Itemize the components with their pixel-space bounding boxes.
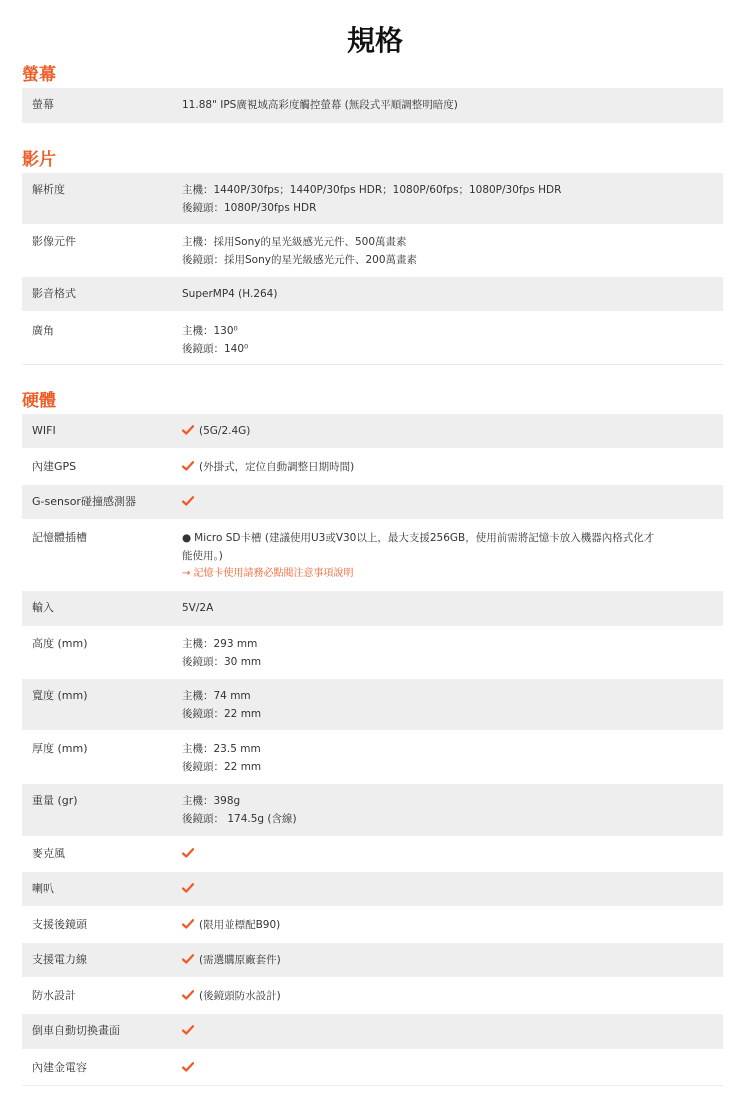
spec-line: 主機：130⁰ (182, 325, 238, 337)
spec-value (182, 635, 723, 678)
spec-line: SuperMP4 (H.264) (182, 288, 278, 300)
spec-line: 主機：23.5 mm (182, 743, 261, 755)
spec-row-width (22, 679, 723, 730)
spec-value (182, 599, 723, 626)
spec-value (182, 1022, 723, 1049)
section-title-video: 影片 (22, 150, 56, 170)
spec-label: 防水設計 (32, 989, 76, 1002)
spec-row-speaker (22, 872, 723, 906)
spec-row-reverse-switch (22, 1014, 723, 1049)
spec-row-video-format (22, 277, 723, 311)
spec-text: (後鏡頭防水設計) (199, 990, 281, 1002)
spec-row-wifi (22, 414, 723, 448)
spec-value (182, 1059, 723, 1085)
page-title: 規格 (346, 24, 403, 57)
spec-line: 後鏡頭：30 mm (182, 656, 262, 668)
spec-label: 寬度 (mm) (32, 689, 88, 702)
spec-line: 主機：293 mm (182, 638, 258, 650)
spec-value (182, 493, 723, 519)
check-icon (182, 425, 194, 435)
spec-line: 11.88" IPS廣視域高彩度觸控螢幕 (無段式平順調整明暗度) (182, 99, 458, 111)
spec-row-rear-camera (22, 907, 723, 942)
spec-row-memory-slot (22, 520, 723, 590)
check-icon (182, 496, 194, 506)
spec-value (182, 422, 723, 448)
spec-value (182, 181, 723, 224)
spec-line: 能使用。) (182, 550, 223, 562)
spec-value (182, 740, 723, 783)
spec-label: 螢幕 (32, 98, 54, 111)
spec-row-power-cable (22, 943, 723, 977)
spec-row-gps (22, 449, 723, 484)
spec-row-input (22, 591, 723, 626)
spec-value (182, 529, 723, 590)
spec-row-height (22, 627, 723, 678)
check-icon (182, 848, 194, 858)
spec-row-waterproof (22, 978, 723, 1013)
spec-row-resolution (22, 173, 723, 224)
spec-row-weight (22, 784, 723, 836)
check-icon (182, 1025, 194, 1035)
spec-text: (需選購原廠套件) (199, 954, 281, 966)
spec-value (182, 880, 723, 906)
spec-line (182, 529, 713, 547)
spec-value (182, 845, 723, 871)
spec-label: 內建金電容 (32, 1061, 87, 1074)
spec-value (182, 322, 723, 364)
spec-line: 主機：採用Sony的星光級感光元件、500萬畫素 (182, 236, 407, 248)
section-title-screen: 螢幕 (22, 65, 56, 85)
spec-row-thickness (22, 731, 723, 783)
spec-label: 倒車自動切換畫面 (32, 1024, 120, 1037)
spec-label: 廣角 (32, 324, 54, 337)
spec-label: 支援電力線 (32, 953, 87, 966)
spec-label: 重量 (gr) (32, 794, 78, 807)
spec-line: 主機：1440P/30fps；1440P/30fps HDR；1080P/60fps；1080P/30fps HDR (182, 184, 562, 196)
check-icon (182, 883, 194, 893)
spec-value (182, 285, 723, 311)
spec-value (182, 96, 723, 123)
spec-value (182, 951, 723, 977)
check-icon (182, 954, 194, 964)
spec-value (182, 916, 723, 942)
check-icon (182, 461, 194, 471)
bullet-icon: ● (182, 532, 192, 544)
check-icon (182, 990, 194, 1000)
spec-label: 內建GPS (32, 460, 77, 473)
spec-label: 厚度 (mm) (32, 742, 88, 755)
spec-line: 後鏡頭：140⁰ (182, 343, 249, 355)
spec-value (182, 987, 723, 1013)
section-title-hardware: 硬體 (22, 391, 56, 411)
spec-value (182, 233, 723, 276)
spec-value (182, 687, 723, 730)
spec-label: WIFI (32, 424, 56, 437)
spec-label: 解析度 (32, 183, 65, 196)
spec-row-microphone (22, 837, 723, 871)
spec-line: 後鏡頭：1080P/30fps HDR (182, 202, 317, 214)
spec-label: 輸入 (32, 601, 54, 614)
spec-line: 5V/2A (182, 602, 214, 614)
spec-label: 影像元件 (32, 235, 76, 248)
spec-row-supercapacitor (22, 1050, 723, 1086)
spec-row-image-sensor (22, 225, 723, 276)
check-icon (182, 919, 194, 929)
spec-line: 後鏡頭：22 mm (182, 708, 262, 720)
spec-label: 麥克風 (32, 847, 65, 860)
spec-label: 喇叭 (32, 882, 54, 895)
spec-row-screen (22, 88, 723, 123)
spec-line: 主機：398g (182, 795, 241, 807)
memory-card-notice-link[interactable]: → 記憶卡使用請務必點閱注意事項說明 (182, 568, 354, 579)
spec-label: G-sensor碰撞感測器 (32, 495, 136, 508)
spec-label: 記憶體插槽 (32, 531, 87, 544)
spec-value (182, 458, 723, 484)
spec-line: 後鏡頭： 174.5g (含線) (182, 813, 297, 825)
spec-label: 支援後鏡頭 (32, 918, 87, 931)
spec-line: 主機：74 mm (182, 690, 251, 702)
spec-label: 影音格式 (32, 287, 76, 300)
spec-text: (限用並標配B90) (199, 919, 281, 931)
spec-row-view-angle (22, 312, 723, 365)
spec-line: 後鏡頭：22 mm (182, 761, 262, 773)
check-icon (182, 1062, 194, 1072)
spec-row-gsensor (22, 485, 723, 519)
spec-text: (5G/2.4G) (199, 425, 251, 437)
spec-line: 後鏡頭：採用Sony的星光級感光元件、200萬畫素 (182, 254, 417, 266)
spec-text: (外掛式，定位自動調整日期時間) (199, 461, 355, 473)
spec-label: 高度 (mm) (32, 637, 88, 650)
spec-value (182, 792, 723, 836)
spec-text: Micro SD卡槽 (建議使用U3或V30以上，最大支援256GB，使用前需將記憶卡放入機器內格式化才 (194, 532, 655, 544)
